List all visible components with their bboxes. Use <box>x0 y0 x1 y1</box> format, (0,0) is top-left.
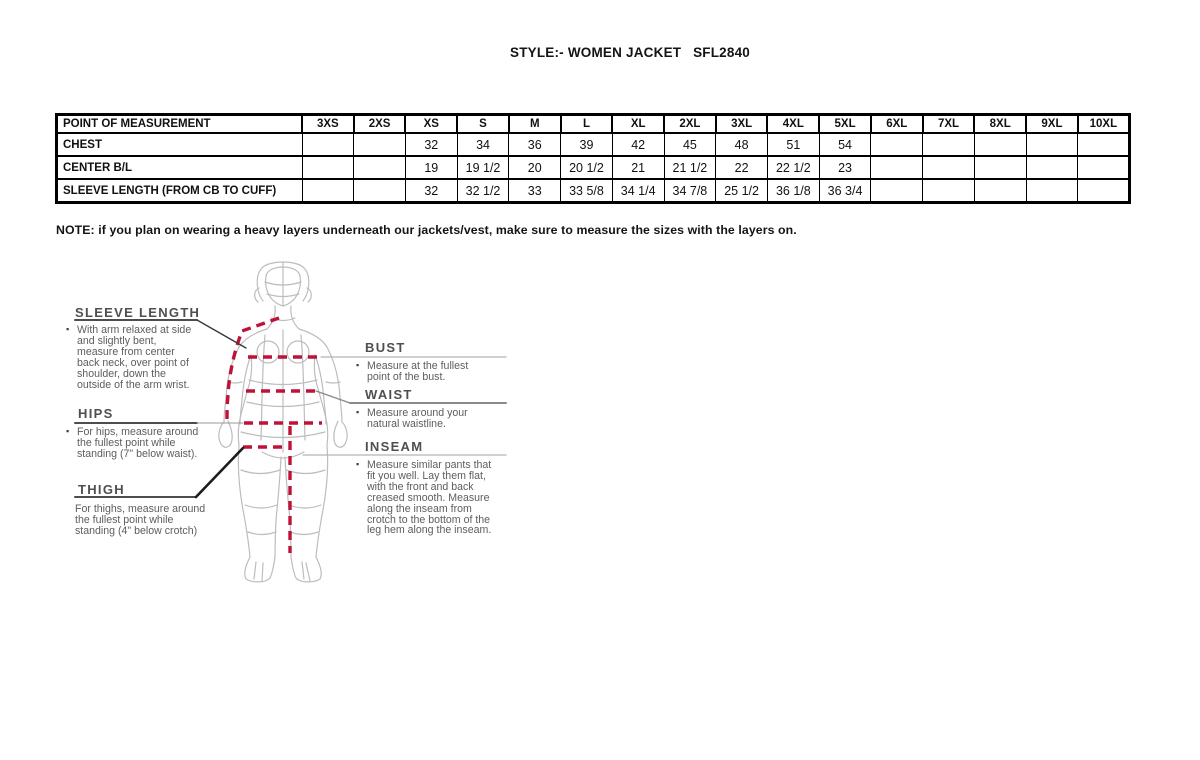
column-header-size: M <box>509 115 561 134</box>
measurement-cell <box>1026 179 1078 203</box>
column-header-size: 2XS <box>354 115 406 134</box>
measurement-cell <box>923 156 975 179</box>
measurement-cell <box>1078 133 1130 156</box>
measurement-cell <box>923 179 975 203</box>
measurement-cell: 22 1/2 <box>767 156 819 179</box>
column-header-point-of-measurement: POINT OF MEASUREMENT <box>57 115 303 134</box>
measurement-cell: 19 <box>405 156 457 179</box>
measurement-cell: 33 <box>509 179 561 203</box>
measurement-cell <box>871 179 923 203</box>
guide-desc-bust: ▪ Measure at the fullest point of the bust. <box>367 361 485 383</box>
note-text: NOTE: if you plan on wearing a heavy layers underneath our jackets/vest, make sure to measure the sizes with the layers on. <box>56 223 797 237</box>
measurement-cell <box>923 133 975 156</box>
measurement-cell <box>974 156 1026 179</box>
measurement-cell: 34 <box>457 133 509 156</box>
guide-desc-waist: ▪ Measure around your natural waistline. <box>367 408 482 430</box>
measurement-cell: 32 <box>405 179 457 203</box>
measurement-cell: 23 <box>819 156 871 179</box>
column-header-size: 6XL <box>871 115 923 134</box>
guide-desc-sleeve-length: ▪ With arm relaxed at side and slightly bent, measure from center back neck, over point of shoulder, down the outside of the arm wrist. <box>77 325 195 390</box>
measurement-cell <box>871 156 923 179</box>
measurement-cell <box>1078 156 1130 179</box>
sleeve-measure-line <box>227 318 279 420</box>
measurement-cell: 21 <box>612 156 664 179</box>
measurement-cell: 36 <box>509 133 561 156</box>
guide-desc-hips: ▪ For hips, measure around the fullest point while standing (7" below waist). <box>77 427 199 460</box>
measurement-cell <box>1026 156 1078 179</box>
guide-title-inseam: INSEAM <box>365 439 424 454</box>
column-header-size: 2XL <box>664 115 716 134</box>
column-header-size: S <box>457 115 509 134</box>
measurement-cell: 25 1/2 <box>716 179 768 203</box>
measurement-cell: 32 <box>405 133 457 156</box>
column-header-size: XS <box>405 115 457 134</box>
column-header-size: 4XL <box>767 115 819 134</box>
measurement-cell: 19 1/2 <box>457 156 509 179</box>
guide-desc-thigh: For thighs, measure around the fullest point while standing (4" below crotch) <box>75 503 206 537</box>
measurement-cell: 45 <box>664 133 716 156</box>
measurement-cell: 36 1/8 <box>767 179 819 203</box>
column-header-size: L <box>561 115 613 134</box>
measurement-cell <box>354 133 406 156</box>
column-header-size: 7XL <box>923 115 975 134</box>
column-header-size: 8XL <box>974 115 1026 134</box>
sleeve-connector-line <box>197 320 246 348</box>
measurement-cell <box>354 156 406 179</box>
measurement-cell: 22 <box>716 156 768 179</box>
guide-desc-inseam: ▪ Measure similar pants that fit you well. Lay them flat, with the front and back creased smooth. Measure along the inseam from crotch to the bottom of the leg hem along the inseam. <box>367 460 498 536</box>
waist-connector-line <box>316 391 350 403</box>
measurement-cell: 51 <box>767 133 819 156</box>
measurement-cell: 42 <box>612 133 664 156</box>
row-label: SLEEVE LENGTH (FROM CB TO CUFF) <box>57 179 303 203</box>
measurement-cell: 20 1/2 <box>561 156 613 179</box>
measurement-cell <box>1026 133 1078 156</box>
column-header-size: XL <box>612 115 664 134</box>
body-wireframe-figure <box>219 262 347 582</box>
measurement-cell: 32 1/2 <box>457 179 509 203</box>
measurement-cell: 20 <box>509 156 561 179</box>
measurement-cell: 33 5/8 <box>561 179 613 203</box>
column-header-size: 10XL <box>1078 115 1130 134</box>
row-label: CHEST <box>57 133 303 156</box>
guide-title-bust: BUST <box>365 340 406 355</box>
table-row <box>57 133 1130 156</box>
thigh-connector-line <box>196 448 243 497</box>
column-header-size: 3XL <box>716 115 768 134</box>
measurement-cell <box>354 179 406 203</box>
table-row <box>57 156 1130 179</box>
guide-title-waist: WAIST <box>365 387 413 402</box>
measurement-cell <box>974 133 1026 156</box>
column-header-size: 9XL <box>1026 115 1078 134</box>
measurement-cell <box>974 179 1026 203</box>
table-row <box>57 179 1130 203</box>
column-header-size: 3XS <box>302 115 354 134</box>
measurement-cell <box>1078 179 1130 203</box>
measurement-cell: 34 1/4 <box>612 179 664 203</box>
table-header-row <box>57 115 1130 134</box>
measurement-cell <box>302 156 354 179</box>
measurement-cell: 54 <box>819 133 871 156</box>
guide-title-thigh: THIGH <box>78 482 125 497</box>
measurement-cell: 48 <box>716 133 768 156</box>
guide-title-sleeve-length: SLEEVE LENGTH <box>75 305 201 320</box>
column-header-size: 5XL <box>819 115 871 134</box>
guide-title-hips: HIPS <box>78 406 114 421</box>
measurement-cell: 36 3/4 <box>819 179 871 203</box>
measurement-cell <box>302 133 354 156</box>
size-chart-table <box>55 113 1131 204</box>
row-label: CENTER B/L <box>57 156 303 179</box>
measurement-cell: 34 7/8 <box>664 179 716 203</box>
page-title: STYLE:- WOMEN JACKET SFL2840 <box>509 45 751 60</box>
measurement-cell <box>871 133 923 156</box>
measurement-cell: 39 <box>561 133 613 156</box>
measurement-cell <box>302 179 354 203</box>
measurement-cell: 21 1/2 <box>664 156 716 179</box>
